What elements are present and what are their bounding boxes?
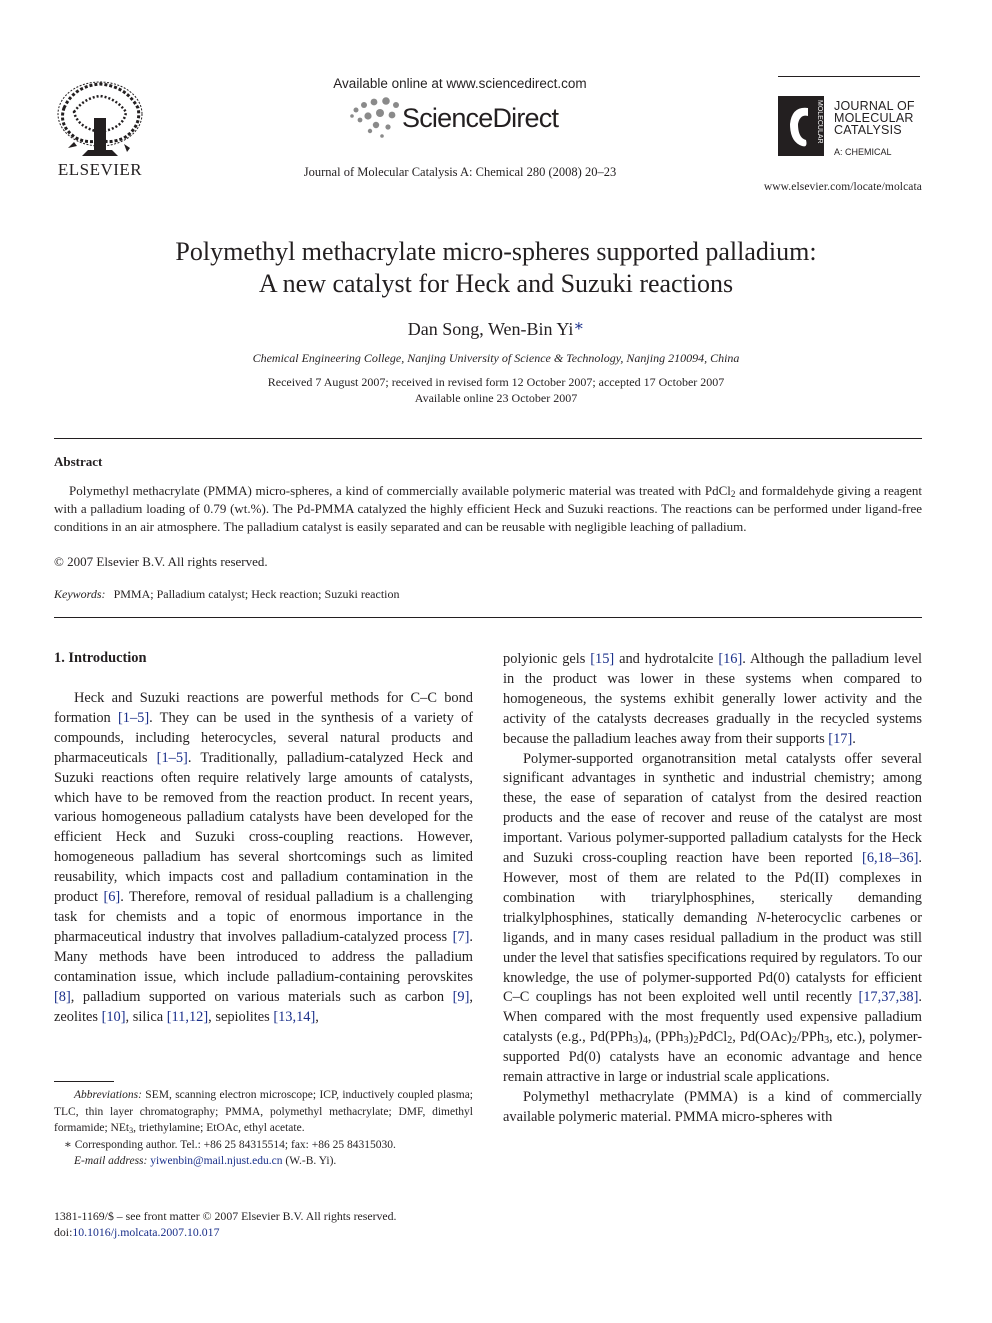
header-rule — [778, 76, 920, 77]
abbreviations-label: Abbreviations: — [74, 1089, 142, 1101]
left-column — [54, 689, 473, 1027]
received-dates: Received 7 August 2007; received in revised form 12 October 2007; accepted 17 October 2007 — [267, 375, 725, 389]
article-title — [60, 236, 932, 300]
available-online-date: Available online 23 October 2007 — [414, 391, 578, 405]
intro-paragraph-3: Polymethyl methacrylate (PMMA) is a kind of commercially available polymeric material. PMMA micro-spheres with — [503, 1088, 922, 1125]
intro-paragraph-1: Heck and Suzuki reactions are powerful methods for C–C bond formation [1–5]. They can be used in the synthesis of a variety of compounds, including heterocycles, several natural products and pharmaceuticals [1–5]. Traditionally, palladium-catalyzed Heck and Suzuki reactions often require relatively large amounts of catalysts, which have to be removed from the reaction product. In recent years, various homogeneous palladium catalysts have been developed for the efficient Heck and Suzuki cross-coupling reactions. However, homogeneous palladium has several shortcomings such as limited reusability, which impacts cost and palladium contamination in the product [6]. Therefore, removal of residual palladium is a challenging task for chemists and a topic of enormous importance in the pharmaceutical industry that involves palladium-catalyzed process [7]. Many methods have been introduced to address the palladium contamination issue, which include palladium-containing perovskites [8], palladium supported on various materials such as carbon [9], zeolites [10], silica [11,12], sepiolites [13,14], — [54, 690, 473, 1025]
abbreviations-footnote: Abbreviations: SEM, scanning electron microscope; ICP, inductively coupled plasma; TLC, thin layer chromatography; PMMA, polymethyl methacrylate; DMF, dimethyl formamide; NEt$_3$, triethylamine; EtOAc, ethyl acetate. — [54, 1089, 473, 1136]
corresponding-author-mark[interactable]: ∗ — [573, 318, 585, 335]
ref-link[interactable]: [11,12] — [166, 1008, 209, 1025]
intro-paragraph-1-cont: polyionic gels [15] and hydrotalcite [16]. Although the palladium level in the product was lower in these systems when compared to homogeneous, the systems exhibit generally lower activity and the activity of the catalysts decreases gradually in the recycled systems because the palladium leaches away from their supports [17]. — [503, 651, 922, 747]
article-history — [60, 374, 932, 406]
abstract-text-a: Polymethyl methacrylate (PMMA) micro-spheres, a kind of commercially available polymeric material was treated with PdCl — [69, 483, 731, 498]
publisher-name: ELSEVIER — [57, 160, 143, 179]
authors-text: Dan Song, Wen-Bin Yi — [407, 319, 574, 339]
journal-c-icon — [778, 96, 824, 156]
ref-link[interactable]: [8] — [54, 988, 71, 1005]
title-line-1: Polymethyl methacrylate micro-spheres supported palladium: — [175, 237, 817, 266]
corresponding-footnote: ∗ Corresponding author. Tel.: +86 25 84315514; fax: +86 25 84315030. — [64, 1138, 396, 1151]
ref-link[interactable]: [13,14] — [273, 1008, 316, 1025]
ref-link[interactable]: [1–5] — [117, 709, 150, 726]
right-column — [503, 650, 922, 1128]
ref-link[interactable]: [1–5] — [156, 749, 188, 766]
abstract-body — [54, 482, 922, 536]
journal-logo-line2: MOLECULAR — [834, 111, 914, 125]
ref-link[interactable]: [15] — [590, 651, 615, 667]
page-footer — [54, 1208, 397, 1240]
rule-below-abstract — [54, 617, 922, 618]
ref-link[interactable]: [10] — [101, 1008, 126, 1025]
footnote-rule — [54, 1081, 114, 1082]
email-label: E-mail address: — [74, 1155, 148, 1168]
keywords-label: Keywords: — [54, 587, 106, 601]
keywords — [54, 587, 400, 602]
ref-link[interactable]: [17,37,38] — [858, 989, 919, 1006]
journal-citation: Journal of Molecular Catalysis A: Chemical 280 (2008) 20–23 — [303, 165, 617, 179]
affiliation: Chemical Engineering College, Nanjing University of Science & Technology, Nanjing 210094, China — [252, 351, 740, 365]
ref-link[interactable]: [9] — [452, 988, 470, 1005]
ref-link[interactable]: [6] — [103, 889, 121, 906]
abstract-sub: 2 — [730, 489, 736, 499]
ref-link[interactable]: [7] — [452, 928, 470, 945]
rule-above-abstract — [54, 438, 922, 439]
journal-logo-title — [834, 100, 915, 136]
abstract-copyright: © 2007 Elsevier B.V. All rights reserved. — [54, 554, 268, 569]
ref-link[interactable]: [6,18–36] — [862, 850, 919, 867]
author-list — [60, 316, 932, 340]
section-heading-introduction: 1. Introduction — [54, 650, 147, 666]
email-link[interactable]: yiwenbin@mail.njust.edu.cn — [150, 1155, 283, 1168]
issn-line: 1381-1169/$ – see front matter © 2007 Elsevier B.V. All rights reserved. — [54, 1209, 397, 1223]
footnote-star: ∗ — [64, 1138, 72, 1151]
keywords-list: PMMA; Palladium catalyst; Heck reaction; Suzuki reaction — [113, 587, 400, 601]
title-line-2: A new catalyst for Heck and Suzuki reactions — [258, 269, 734, 298]
email-footnote: E-mail address: yiwenbin@mail.njust.edu.cn (W.-B. Yi). — [74, 1155, 337, 1168]
journal-logo-vertical-text: MOLECULAR — [816, 100, 823, 144]
ref-link[interactable]: [16] — [718, 651, 743, 667]
doi-line: doi:10.1016/j.molcata.2007.10.017 — [54, 1225, 220, 1239]
abstract-heading: Abstract — [54, 454, 103, 469]
journal-url[interactable]: www.elsevier.com/locate/molcata — [763, 181, 922, 193]
journal-logo-subtitle: A: CHEMICAL — [834, 147, 892, 157]
footnotes — [54, 1087, 473, 1170]
ref-link[interactable]: [17] — [828, 730, 853, 747]
journal-logo-line3: CATALYSIS — [834, 123, 902, 137]
doi-link[interactable]: 10.1016/j.molcata.2007.10.017 — [72, 1225, 220, 1239]
journal-logo-line1: JOURNAL OF — [834, 99, 915, 113]
abstract-text-b: and formaldehyde giving a reagent with a palladium loading of 0.79 (wt.%). The Pd-PMMA catalyzed the highly efficient Heck and Suzuki reactions. The reactions can be performed under ligand-free conditions in an air atmosphere. The palladium catalyst is easily separated and can be reusable with negligible leaching of palladium. — [54, 483, 922, 534]
journal-logo-badge — [778, 96, 824, 156]
sciencedirect-wordmark: ScienceDirect — [402, 103, 559, 133]
intro-paragraph-2: Polymer-supported organotransition metal catalysts offer several significant advantages in synthetic and industrial chemistry; among these, the ease of separation of catalyst from the desired reaction products and the ease of recover and reuse of the catalyst are most important. Various polymer-supported palladium catalysts for the Heck and Suzuki cross-coupling reaction have been reported [6,18–36]. However, most of them are related to the Pd(II) complexes in combination with triarylphosphines, sterically demanding trialkylphosphines, statically demanding N-heterocyclic carbenes or ligands, and in many cases residual palladium in the product was still under the level that satisfies specifications required by regulators. To our knowledge, the use of polymer-supported Pd(0) catalysts for efficient C–C couplings has not been exploited well until recently [17,37,38]. When compared with the most frequently used expensive palladium catalysts (e.g., $Pd(PPh_3)_4$, $(PPh_3)_2PdCl_2$, $Pd(OAc)_2/PPh_3$, etc.), polymer-supported Pd(0) catalysts have an economic advantage and hence remain attractive in large or industrial scale applications. — [503, 750, 923, 1086]
available-online-text: Available online at www.sciencedirect.com — [333, 76, 587, 91]
